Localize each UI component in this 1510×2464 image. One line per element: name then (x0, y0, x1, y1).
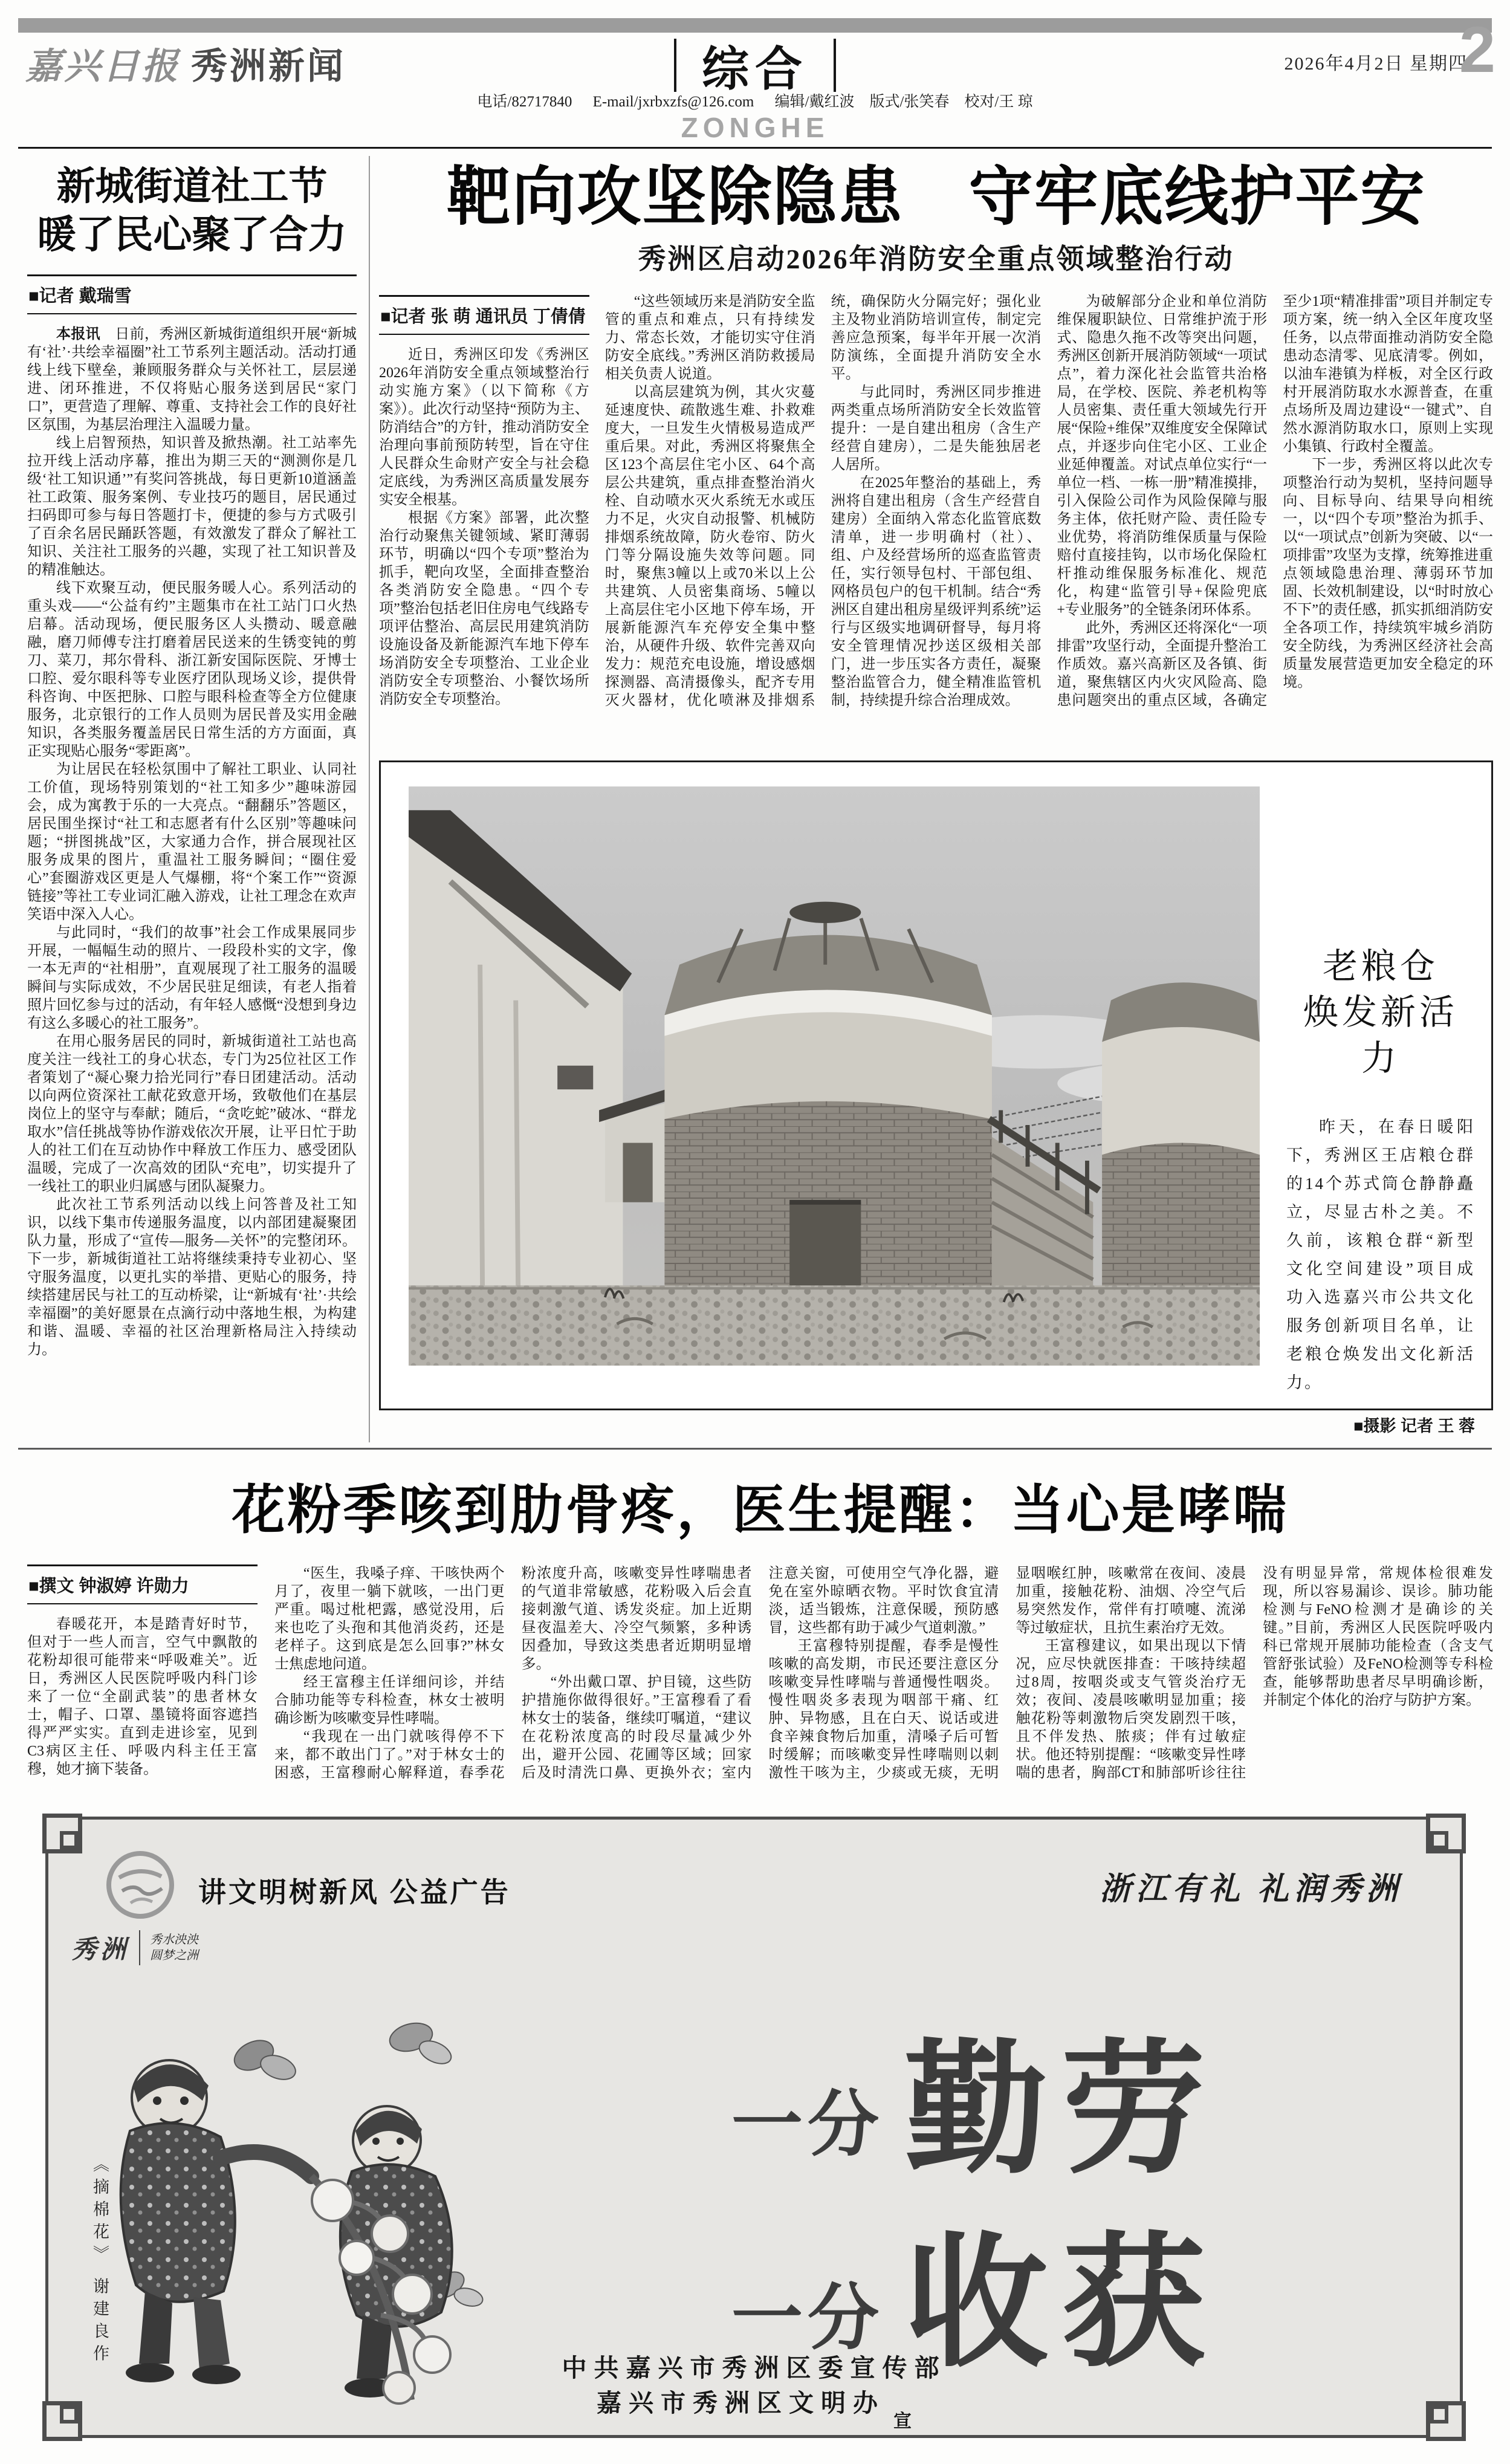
header-gray-band (18, 18, 1492, 33)
paragraph: 为破解部分企业和单位消防维保履职缺位、日常维护流于形式、隐患久拖不改等突出问题，秀洲区创新开展消防领域“一项试点”，着力深化社会监管共治格局，在学校、医院、养老机构等人员密集、责任重大领域先行开展“保险+维保”双维度安全保障试点，并逐步向住宅小区、工业企业延伸覆盖。对试点单位实行“一单位一档、一栋一册”精准摸排，引入保险公司作为风险保障与服务主体，依托财产险、责任险专业优势，将消防维保质量与保险赔付直接挂钩，以市场化保险杠杆推动维保服务标准化、规范化，构建“监管引导+保险兜底+专业服务”的全链条闭环体系。 (1057, 294, 1268, 618)
paragraph: “这些领域历来是消防安全监管的重点和难点，只有持续发力、常态长效，才能切实守住消防安全底线。”秀洲区消防救援局相关负责人说道。 (604, 294, 815, 382)
photo-caption-title: 老粮仓 焕发新活力 (1303, 947, 1458, 1078)
main-article (379, 156, 1493, 741)
edition-name: 秀洲新闻 (191, 46, 346, 86)
paragraph: 在用心服务居民的同时，新城街道社工站也高度关注一线社工的身心状态，专门为25位社区工作者策划了“凝心聚力拾光同行”春日团建活动。活动以向两位资深社工献花致意开场，致敬他们在基层岗位上的坚守与奉献；随后，“贪吃蛇”破冰、“群龙取水”信任挑战等协作游戏依次开展，让平日忙于助人的社工们在互动协作中释放工作压力、感受团队温暖，完成了一次高效的团队“充电”，切实提升了一线社工的职业归属感与团队凝聚力。 (27, 1034, 357, 1195)
main-article-body (379, 293, 1493, 741)
border-corner-ornament (1414, 1817, 1463, 1865)
column-divider (369, 156, 370, 1442)
brand-divider (139, 1930, 140, 1965)
xiuzhou-seal-icon (104, 1849, 177, 1921)
photo-credit: ■摄影 记者 王 蓉 (1353, 1417, 1475, 1435)
ad-credits: 中共嘉兴市秀洲区委宣传部 嘉兴市秀洲区文明办宣 (48, 2350, 1460, 2439)
paragraph: 线下欢聚互动，便民服务暖人心。系列活动的重头戏——“公益有约”主题集市在社工站门口火热启幕。活动现场，便民服务区人头攒动、暖意融融，磨刀师傅专注打磨着居民送来的生锈变钝的剪刀、菜刀，邦尔骨科、浙江新安国际医院、牙博士口腔、爱尔眼科等专业医疗团队现场义诊，提供骨科咨询、中医把脉、口腔与眼科检查等全方位健康服务，北京银行的工作人员则为居民普及实用金融知识，各类服务覆盖居民日常生活的方方面面，真正实现贴心服务“零距离”。 (27, 580, 357, 759)
paragraph: 下一步，秀洲区将以此次专项整治行动为契机，坚持问题导向、目标导向、结果导向相统一，以“四个专项”整治为抓手、以“一项试点”创新为突破、以“一项排雷”攻坚为支撑，统筹推进重点领域隐患治理、薄弱环节加固、长效机制建设，以“时时放心不下”的责任感，抓实抓细消防安全各项工作，持续筑牢城乡消防安全防线，为秀洲区经济社会高质量发展营造更加安全稳定的环境。 (1283, 457, 1493, 690)
publisher-mark: 宣 (893, 2411, 912, 2431)
photo-caption-body: 昨天，在春日暖阳下，秀洲区王店粮仓群的14个苏式筒仓静静矗立，尽显古朴之美。不久前，该粮仓群“新型文化空间建设”项目成功入选嘉兴市公共文化服务创新项目名单，让老粮仓焕发出文化新活力。 (1286, 1118, 1475, 1392)
health-article-byline: ■撰文 钟淑婷 许勋力 (27, 1564, 258, 1604)
contact-line (468, 89, 1041, 111)
phone: 电话/82717840 (477, 94, 572, 110)
paragraph: 在2025年整治的基础上，秀洲将自建出租房（含生产经营自建房）全面纳入常态化监管底数清单，进一步明确村（社）、组、户及经营场所的巡查监管责任，实行领导包村、干部包组、网格员包户的包干机制。结合“秀洲区自建出租房星级评判系统”运行与区级实地调研督导，每月将安全管理情况抄送区级相关部门，进一步压实各方责任，凝聚整治监管合力，健全精准监管机制，持续提升综合治理成效。 (831, 475, 1042, 708)
paragraph: 春暖花开，本是踏青好时节，但对于一些人而言，空气中飘散的花粉却很可能带来“呼吸难关”。近日，秀洲区人民医院呼吸内科门诊来了一位“全副武装”的患者林女士，帽子、口罩、墨镜将面容遮挡得严严实实。直到走进诊室，见到C3病区主任、呼吸内科主任王富穆，她才摘下装备。 (27, 1616, 258, 1777)
border-corner-ornament (45, 1817, 94, 1865)
main-subhead: 秀洲区启动2026年消防安全重点领域整治行动 (638, 244, 1234, 274)
section-title: 综合 (701, 42, 809, 96)
slogan-line-2: 一分 收获 (731, 2223, 1219, 2384)
newspaper-logo: 嘉兴日报 (25, 47, 180, 86)
paragraph: 以高层建筑为例，其火灾蔓延速度快、疏散逃生难、扑救难度大，一旦发生火情极易造成严重后果。对此，秀洲区将聚焦全区123个高层住宅小区、64个高层公共建筑，重点排查整治消火栓、自动喷水灭火系统无水或压力不足，火灾自动报警、机械防排烟系统故障，防火卷帘、防火门等分隔设施失效等问题。同时，聚焦3幢以上或70米以上公共建筑、人员密集商场、5幢以上高层住宅小区地下停车场，开展新能源汽车充停安全集中整治，从硬件升级、软件完善双向发力：规范充电设施，增设感烟探测器、高清摄像头，配齐专用灭火器材，优化喷淋及排烟系统，确保防火分隔完好；强化业主及物业消防培训宣传，制定完善应急预案，每半年开展一次消防演练，全面提升消防安全水平。 (604, 294, 1042, 708)
masthead (25, 37, 346, 89)
staff-credits: 编辑/戴红波 版式/张笑春 校对/王 琼 (774, 94, 1033, 110)
header-rule (18, 147, 1492, 149)
ad-calligraphy: 浙江有礼 礼润秀洲 (1099, 1872, 1402, 1907)
paragraph: 与此同时，秀洲区同步推进两类重点场所消防安全长效监管提升：一是自建出租房（含生产经营自建房），二是失能独居老人居所。 (831, 384, 1042, 473)
section-divider-bar (674, 39, 676, 92)
xiuzhou-brand (71, 1930, 198, 1966)
artwork-caption: 《摘棉花》 谢建良作 (91, 2156, 109, 2367)
ad-slogans (731, 1989, 1451, 2384)
issue-date: 2026年4月2日 星期四 (1284, 54, 1468, 74)
paragraph: 本报讯 日前，秀洲区新城街道组织开展“新城有‘社’·共绘幸福圈”社工节系列主题活动。活动打通线上线下壁垒，兼顾服务群众与关怀社工，层层递进、闭环推进，不仅将贴心服务送到居民“家门口”，更营造了理解、尊重、支持社会工作的良好社区氛围，为基层治理注入温暖力量。 (27, 326, 357, 433)
paragraph: 近日，秀洲区印发《秀洲区2026年消防安全重点领域整治行动实施方案》（以下简称《方案》）。此次行动坚持“预防为主、防消结合”的方针，推动消防安全治理向事前预防转型，旨在守住人民群众生命财产安全与社会稳定底线，为秀洲区高质量发展夯实安全根基。 (379, 347, 589, 508)
health-article-title: 花粉季咳到肋骨疼，医生提醒：当心是哮喘 (232, 1480, 1289, 1540)
health-article (27, 1468, 1493, 1809)
paragraph: 与此同时，“我们的故事”社会工作成果展同步开展，一幅幅生动的照片、一段段朴实的文字，像一本无声的“社相册”，直观展现了社工服务的温暖瞬间与实际成效，不少居民驻足细读，有老人指着照片回忆参与过的活动，有年轻人感慨“没想到身边有这么多暖心的社工服务”。 (27, 925, 357, 1031)
brand-slogans: 秀水泱泱 圆梦之洲 (150, 1933, 199, 1962)
paragraph: 王富穆建议，如果出现以下情况，应尽快就医排查：干咳持续超过8周，按咽炎或支气管炎治疗无效；夜间、凌晨咳嗽明显加重；接触花粉等刺激物后突发剧烈干咳，且不伴发热、脓痰；伴有过敏症状。他还特别提醒：“咳嗽变异性哮喘的患者，胸部CT和肺部听诊往往没有明显异常，常规体检很难发现，所以容易漏诊、误诊。肺功能检测与FeNO检测才是确诊的关键。”目前，秀洲区人民医院呼吸内科已常规开展肺功能检查（含支气管舒张试验）及FeNO检测等专科检查，能够帮助患者尽早明确诊断，并制定个体化的治疗与防护方案。 (1016, 1566, 1493, 1781)
email: E-mail/jxrbxzfs@126.com (592, 94, 754, 110)
photo-feature-box (379, 760, 1493, 1435)
page-number: 2 (1459, 13, 1495, 86)
paragraph: “医生，我嗓子痒、干咳快两个月了，夜里一躺下就咳，一出门更严重。喝过枇杷露，感觉没用，后来也吃了头孢和其他消炎药，还是老样子。这到底是怎么回事?”林女士焦虑地问道。 (274, 1566, 505, 1672)
paragraph: 根据《方案》部署，此次整治行动聚焦关键领域、紧盯薄弱环节，明确以“四个专项”整治为抓手，靶向攻坚，全面排查整治各类消防安全隐患。“四个专项”整治包括老旧住房电气线路专项评估整治、高层民用建筑消防设施设备及新能源汽车地下停车场消防安全专项整治、工业企业消防安全专项整治、小餐饮场所消防安全专项整治。 (379, 510, 589, 707)
health-article-body (27, 1564, 1493, 1809)
main-headline: 靶向攻坚除隐患 守牢底线护平安 (446, 161, 1426, 233)
photo-caption (1286, 762, 1475, 1435)
public-service-ad (45, 1817, 1463, 2438)
paragraph: 王富穆特别提醒，春季是慢性咳嗽的高发期，市民还要注意区分咳嗽变异性哮喘与普通慢性咽炎。慢性咽炎多表现为咽部干痛、红肿、异物感，且在白天、说话或进食辛辣食物后加重，清嗓子后可暂时缓解；而咳嗽变异性哮喘则以刺激性干咳为主，少痰或无痰，无明显咽喉红肿，咳嗽常在夜间、凌晨加重，接触花粉、油烟、冷空气后易突然发作，常伴有打喷嚏、流涕等过敏症状，且抗生素治疗无效。 (768, 1566, 1246, 1781)
granary-photo (409, 786, 1260, 1366)
brand-script: 秀洲 (71, 1936, 130, 1964)
paragraph: “我现在一出门就咳得停不下来，都不敢出门了。”对于林女士的困惑，王富穆耐心解释道，春季花粉浓度升高，咳嗽变异性哮喘患者的气道非常敏感，花粉吸入后会直接刺激气道、诱发炎症。加上近期昼夜温差大、冷空气频繁，多种诱因叠加，导致这类患者近期明显增多。 (274, 1566, 752, 1781)
left-article-title: 新城街道社工节 暖了民心聚了合力 (37, 164, 347, 256)
main-article-byline: ■记者 张 萌 通讯员 丁倩倩 (379, 295, 589, 335)
paragraph: 此外，秀洲区还将深化“一项排雷”攻坚行动，全面提升整治工作质效。嘉兴高新区及各镇、街道，聚焦辖区内火灾风险高、隐患问题突出的重点区域，各确定至少1项“精准排雷”项目并制定专项方案，统一纳入全区年度攻坚任务，以点带面推动消防安全隐患动态清零、见底清零。例如，以油车港镇为样板，对全区行政村开展消防取水水源普查，在重点场所及周边建设“一键式”、自然水源消防取水口，原则上实现小集镇、行政村全覆盖。 (1057, 294, 1493, 708)
section-divider-bar (834, 39, 836, 92)
section-pinyin: ZONGHE (681, 112, 829, 143)
section-rule (18, 1448, 1492, 1450)
paragraph: 线上启智预热，知识普及掀热潮。社工站率先拉开线上活动序幕，推出为期三天的“测测你是几级‘社工知识通’”有奖问答挑战，每日更新10道涵盖社工政策、服务案例、专业技巧的题目，居民通过扫码即可参与每日答题打卡，便捷的参与方式吸引了百余名居民踊跃答题，有效激发了群众了解社工知识、关注社工服务的兴趣，实现了社工知识普及的精准触达。 (27, 435, 357, 578)
left-article (27, 158, 357, 1440)
paragraph: 为让居民在轻松氛围中了解社工职业、认同社工价值，现场特别策划的“社工知多少”趣味游园会，成为寓教于乐的一大亮点。“翻翻乐”答题区，居民围坐探讨“社工和志愿者有什么区别”等趣味问题；“拼图挑战”区，大家通力合作，拼合展现社区服务成果的图片，重温社工服务瞬间；“圈住爱心”套圈游戏区更是人气爆棚，将“个案工作”“资源链接”等社工专业词汇融入游戏，让社工理念在欢声笑语中深入人心。 (27, 762, 357, 922)
paragraph: 此次社工节系列活动以线上问答普及社工知识，以线下集市传递服务温度，以内部团建凝聚团队力量，形成了“宣传—服务—关怀”的完整闭环。下一步，新城街道社工站将继续秉持专业初心、坚守服务温度，以更扎实的举措、更贴心的服务，持续搭建居民与社工的互动桥梁，让“新城有‘社’·共绘幸福圈”的美好愿景在点滴行动中落地生根，为构建和谐、温暖、幸福的社区治理新格局注入持续动力。 (27, 1197, 357, 1358)
left-article-body (27, 325, 357, 1359)
slogan-line-1: 一分 勤劳 (731, 2030, 1219, 2190)
paragraph: 经王富穆主任详细问诊，并结合肺功能等专科检查，林女士被明确诊断为咳嗽变异性哮喘。 (274, 1675, 505, 1726)
left-article-byline: ■记者 戴瑞雪 (27, 274, 357, 314)
paragraph: “外出戴口罩、护目镜，这些防护措施你做得很好。”王富穆看了看林女士的装备，继续叮嘱道，“建议在花粉浓度高的时段尽量减少外出，避开公园、花圃等区域；回家后及时清洗口鼻、更换外衣；室内注意关窗，可使用空气净化器，避免在室外晾晒衣物。平时饮食宜清淡，适当锻炼，注意保暖，预防感冒，这些都有助于减少气道刺激。” (521, 1566, 999, 1781)
ad-tagline: 讲文明树新风 公益广告 (198, 1876, 511, 1908)
